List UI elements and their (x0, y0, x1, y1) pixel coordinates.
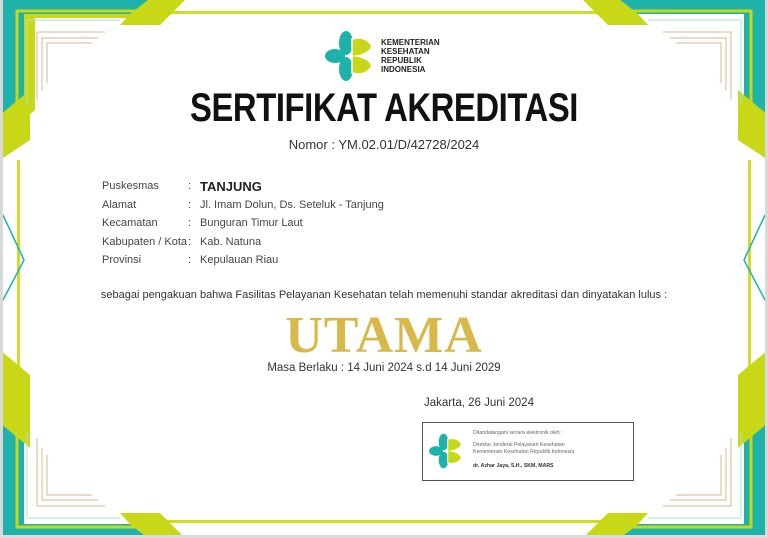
info-row-provinsi (102, 251, 384, 270)
info-label: Provinsi (102, 254, 142, 267)
certificate-number: Nomor : YM.02.01/D/42728/2024 (288, 137, 480, 152)
signer-position-1: Direktur Jenderal Pelayanan Kesehatan (473, 442, 565, 448)
info-colon: : (188, 254, 192, 267)
info-value: Jl. Imam Dolun, Ds. Seteluk - Tanjung (200, 198, 384, 211)
info-colon: : (188, 235, 192, 248)
facility-info (102, 177, 384, 270)
info-row-puskesmas (102, 177, 384, 196)
info-value: Kepulauan Riau (200, 254, 279, 267)
info-label: Kecamatan (102, 217, 158, 230)
info-colon: : (188, 217, 192, 230)
info-value: Kab. Natuna (200, 235, 262, 248)
kemenkes-logo-icon (429, 433, 465, 469)
info-label: Kabupaten / Kota (102, 235, 188, 248)
info-colon: : (188, 180, 192, 193)
ministry-line-3: REPUBLIK (381, 56, 422, 65)
info-colon: : (188, 198, 192, 211)
electronic-signature-box (422, 422, 634, 481)
ministry-line-2: KESEHATAN (381, 47, 430, 56)
info-row-kabupaten (102, 233, 384, 252)
signer-position-2: Kementerian Kesehatan Republik Indonesia (473, 449, 575, 455)
accreditation-grade: UTAMA (285, 307, 483, 364)
accreditation-statement: sebagai pengakuan bahwa Fasilitas Pelayanan Kesehatan telah memenuhi standar akreditasi dan dinyatakan lulus : (100, 289, 668, 301)
ministry-line-1: KEMENTERIAN (381, 38, 440, 47)
kemenkes-logo-icon (325, 30, 377, 82)
place-and-date: Jakarta, 26 Juni 2024 (424, 397, 534, 409)
kemenkes-logo (325, 30, 445, 82)
info-value: TANJUNG (200, 178, 262, 194)
certificate-title: SERTIFIKAT AKREDITASI (189, 86, 579, 130)
signer-name: dr. Azhar Jaya, S.H., SKM, MARS (473, 463, 554, 469)
ministry-line-4: INDONESIA (381, 65, 426, 74)
info-row-alamat (102, 196, 384, 215)
validity-period: Masa Berlaku : 14 Juni 2024 s.d 14 Juni 2029 (267, 362, 501, 374)
ministry-name (381, 38, 440, 74)
signed-note: Ditandatangani secara elektronik oleh : (473, 430, 563, 436)
info-label: Puskesmas (102, 180, 159, 193)
info-row-kecamatan (102, 214, 384, 233)
info-label: Alamat (102, 198, 137, 211)
info-value: Bunguran Timur Laut (200, 217, 303, 230)
